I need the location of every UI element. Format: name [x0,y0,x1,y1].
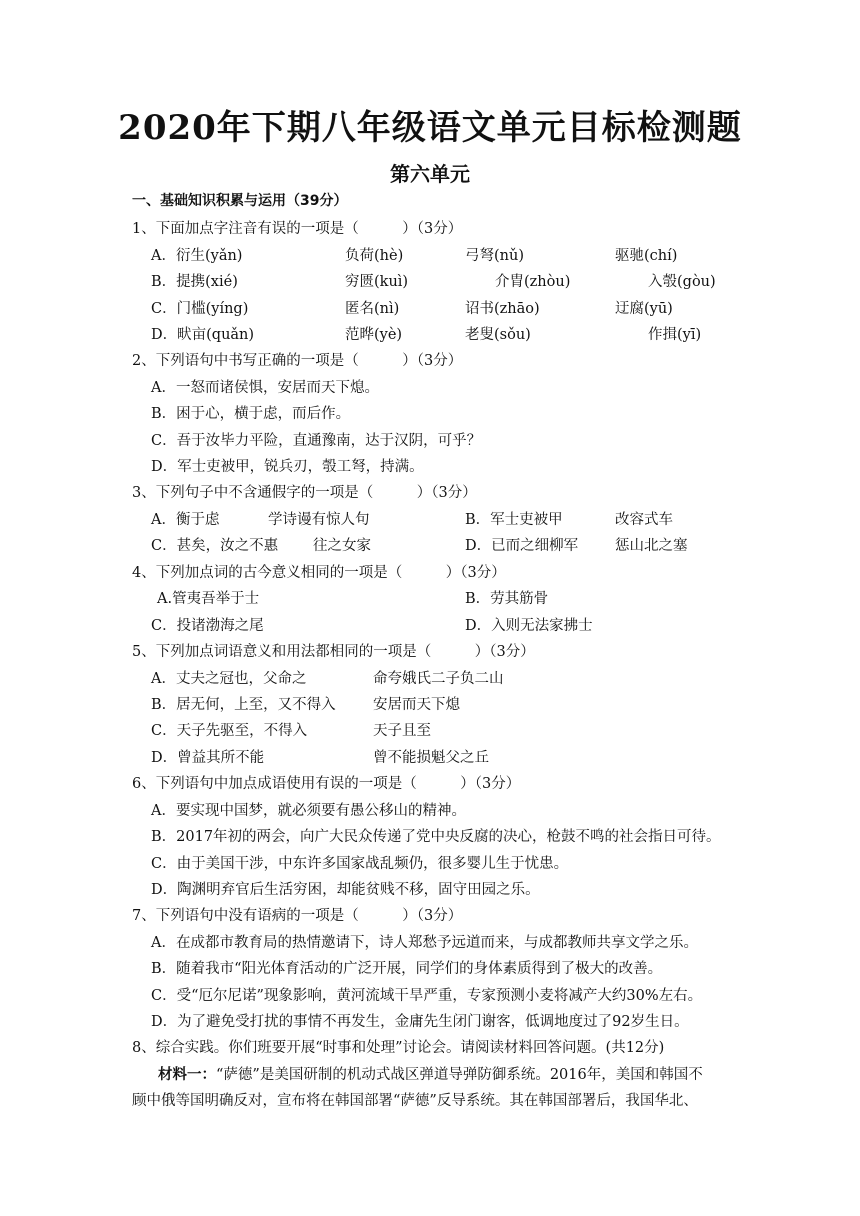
q1-option-c2: 匿名(nì) [345,301,400,317]
q2-option-a: A．一怒而诸侯惧，安居而天下熄。 [151,380,379,396]
q6-option-d: D．陶渊明弃官后生活穷困，却能贫贱不移，固守田园之乐。 [151,882,540,898]
q3-option-a1: A．衡于虑 [151,512,220,528]
q6-option-c: C．由于美国干涉，中东许多国家战乱频仍，很多婴儿生于忧患。 [151,856,569,872]
q5-option-d2: 曾不能损魁父之丘 [373,750,489,766]
question-8-stem: 8、综合实践。你们班要开展“时事和处理”讨论会。请阅读材料回答问题。(共12分) [132,1040,665,1056]
question-3-stem: 3、下列句子中不含通假字的一项是（ ）（3分） [132,485,477,501]
q1-option-c1: C．门槛(yíng) [151,301,249,317]
q3-option-c2: 往之女家 [313,538,371,554]
question-6-stem: 6、下列语句中加点成语使用有误的一项是（ ）（3分） [132,776,521,792]
q1-option-d3: 老叟(sǒu) [465,327,531,343]
q4-option-c: C．投诸渤海之尾 [151,618,264,634]
q3-option-b1: B．军士吏被甲 [465,512,563,528]
q3-option-d1: D．已而之细柳军 [465,538,579,554]
question-4-stem: 4、下列加点词的古今意义相同的一项是（ ）（3分） [132,565,506,581]
q1-option-d1: D．畎亩(quǎn) [151,327,255,343]
q7-option-a: A．在成都市教育局的热情邀请下，诗人郑愁予远道而来，与成都教师共享文学之乐。 [151,935,698,951]
q5-option-b2: 安居而天下熄 [373,697,460,713]
question-1-stem: 1、下面加点字注音有误的一项是（ ）（3分） [132,221,463,237]
question-5-stem: 5、下列加点词语意义和用法都相同的一项是（ ）（3分） [132,644,535,660]
q2-option-c: C．吾于汝毕力平险，直通豫南，达于汉阴，可乎？ [151,433,482,449]
q5-option-a1: A．丈夫之冠也，父命之 [151,671,307,687]
q2-option-d: D．军士吏被甲，锐兵刃，彀工弩，持满。 [151,459,424,475]
q7-option-c: C．受“厄尔尼诺”现象影响，黄河流域干旱严重，专家预测小麦将减产大约30%左右。 [151,988,703,1004]
q1-option-a1: A．衍生(yǎn) [151,248,243,264]
q1-option-d4: 作揖(yī) [648,327,702,343]
q1-option-b4: 入彀(gòu) [648,274,716,290]
unit-subtitle: 第六单元 [390,162,470,186]
q3-option-b2: 改容式车 [615,512,673,528]
q5-option-a2: 命夸娥氏二子负二山 [373,671,504,687]
q5-option-c2: 天子且至 [373,723,431,739]
q4-option-d: D．入则无法家拂士 [465,618,593,634]
q3-option-a2: 学诗谩有惊人句 [268,512,370,528]
question-2-stem: 2、下列语句中书写正确的一项是（ ）（3分） [132,353,463,369]
q5-option-b1: B．居无何，上至，又不得入 [151,697,336,713]
q1-option-d2: 范晔(yè) [345,327,403,343]
q3-option-c1: C．甚矣，汝之不惠 [151,538,279,554]
q5-option-d1: D．曾益其所不能 [151,750,265,766]
q2-option-b: B．困于心，横于虑，而后作。 [151,406,351,422]
q7-option-b: B．随着我市“阳光体育活动的广泛开展，同学们的身体素质得到了极大的改善。 [151,961,663,977]
q1-option-b3: 介胄(zhòu) [495,274,571,290]
q5-option-c1: C．天子先驱至，不得入 [151,723,308,739]
material-1-line-1 [158,1063,758,1084]
q1-option-c3: 诏书(zhāo) [465,301,540,317]
material-1-line-2: 顾中俄等国明确反对，宣布将在韩国部署“萨德”反导系统。其在韩国部署后，我国华北、 [132,1093,698,1109]
section-heading: 一、基础知识积累与运用（39分） [132,193,348,209]
q1-option-b1: B．提携(xié) [151,274,238,290]
q1-option-a3: 弓弩(nǔ) [465,248,524,264]
page-title: 2020年下期八年级语文单元目标检测题 [118,108,742,148]
q6-option-a: A．要实现中国梦，就必须要有愚公移山的精神。 [151,803,466,819]
material-1-label: 材料一： [158,1066,216,1083]
q3-option-d2: 惩山北之塞 [615,538,688,554]
q6-option-b: B．2017年初的两会，向广大民众传递了党中央反腐的决心，枪鼓不鸣的社会指日可待。 [151,829,721,845]
q1-option-b2: 穷匮(kuì) [345,274,409,290]
q1-option-c4: 迂腐(yū) [615,301,673,317]
q4-option-b: B．劳其筋骨 [465,591,549,607]
q7-option-d: D．为了避免受打扰的事情不再发生，金庸先生闭门谢客，低调地度过了92岁生日。 [151,1014,689,1030]
material-1-text: “萨德”是美国研制的机动式战区弹道导弹防御系统。2016年，美国和韩国不 [216,1067,703,1083]
q1-option-a2: 负荷(hè) [345,248,404,264]
q1-option-a4: 驱驰(chí) [615,248,678,264]
question-7-stem: 7、下列语句中没有语病的一项是（ ）（3分） [132,908,463,924]
q4-option-a: A.管夷吾举于士 [157,591,260,607]
